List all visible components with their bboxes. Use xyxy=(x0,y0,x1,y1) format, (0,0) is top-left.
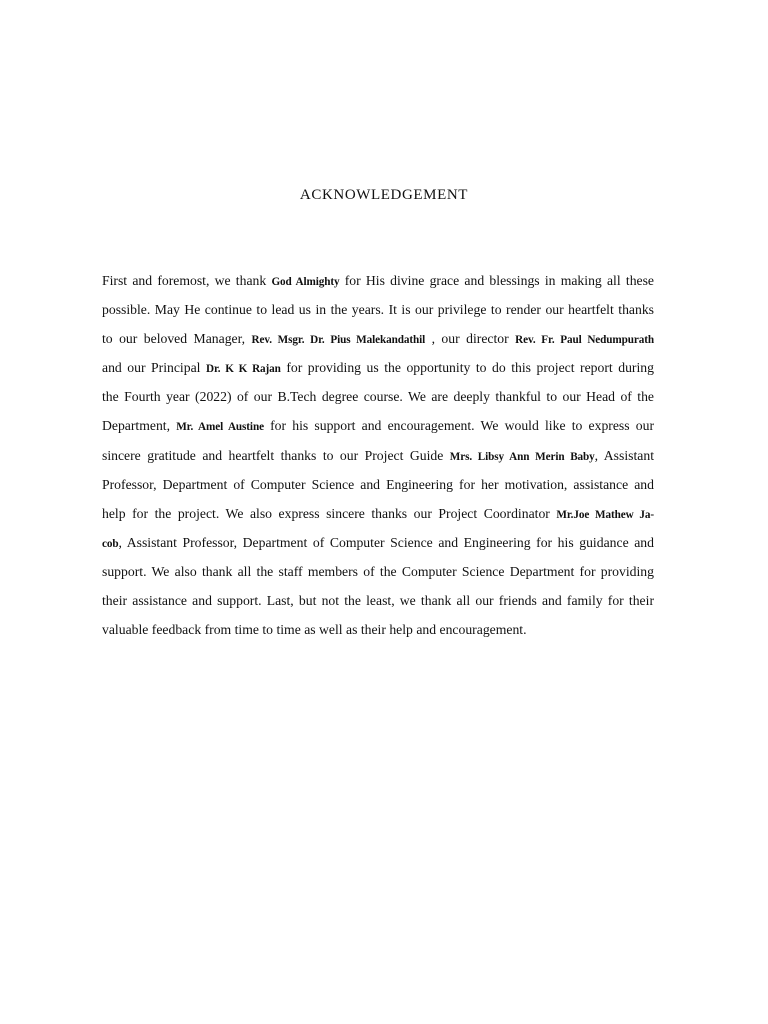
paragraph-line xyxy=(102,615,654,644)
line-text: to our beloved Manager, xyxy=(102,331,252,347)
paragraph-line xyxy=(102,470,654,499)
line-text: , our director xyxy=(425,331,516,347)
line-text: , Assistant Professor, Department of Computer Science and Engineering for his guidance and xyxy=(118,534,654,550)
page-title: ACKNOWLEDGEMENT xyxy=(299,187,469,203)
line-text: sincere gratitude and heartfelt thanks to our Project Guide xyxy=(102,447,450,463)
line-text: the Fourth year (2022) of our B.Tech degree course. We are deeply thankful to our Head of the xyxy=(102,389,654,405)
line-text: for providing us the opportunity to do this project report during xyxy=(280,360,654,376)
line-text: for His divine grace and blessings in making all these xyxy=(339,273,655,288)
paragraph-line xyxy=(102,266,654,295)
line-text: First and foremost, we thank xyxy=(102,273,272,288)
line-text: valuable feedback from time to time as well as their help and encouragement. xyxy=(102,622,527,638)
line-text: for his support and encouragement. We would like to express our xyxy=(263,418,655,434)
person-name: God Almighty xyxy=(271,276,340,288)
line-text: Professor, Department of Computer Science and Engineering for her motivation, assistance and xyxy=(102,476,654,492)
line-text: and our Principal xyxy=(102,360,206,376)
person-name: cob xyxy=(102,537,119,550)
paragraph-line xyxy=(102,411,654,440)
line-text: help for the project. We also express sincere thanks our Project Coordinator xyxy=(102,505,557,521)
person-name: Mr.Joe Mathew Ja- xyxy=(556,508,654,521)
line-text: , Assistant xyxy=(594,447,654,463)
paragraph-line xyxy=(102,295,654,324)
line-text: support. We also thank all the staff members of the Computer Science Department for providing xyxy=(102,563,654,579)
line-text: their assistance and support. Last, but not the least, we thank all our friends and family for their xyxy=(102,593,654,609)
line-text: Department, xyxy=(102,418,177,434)
person-name: Rev. Msgr. Dr. Pius Malekandathil xyxy=(251,334,426,347)
person-name: Rev. Fr. Paul Nedumpurath xyxy=(515,334,654,347)
paragraph-line xyxy=(102,441,654,470)
person-name: Dr. K K Rajan xyxy=(205,363,281,376)
paragraph-line xyxy=(102,528,654,557)
person-name: Mr. Amel Austine xyxy=(176,421,264,434)
acknowledgement-paragraph xyxy=(102,266,654,644)
paragraph-line xyxy=(102,557,654,586)
person-name: Mrs. Libsy Ann Merin Baby xyxy=(449,450,595,463)
paragraph-line xyxy=(102,324,654,353)
paragraph-line xyxy=(102,586,654,615)
line-text: possible. May He continue to lead us in the years. It is our privilege to render our heartfelt thanks xyxy=(102,302,654,318)
paragraph-line xyxy=(102,382,654,411)
paragraph-line xyxy=(102,499,654,528)
paragraph-line xyxy=(102,353,654,382)
